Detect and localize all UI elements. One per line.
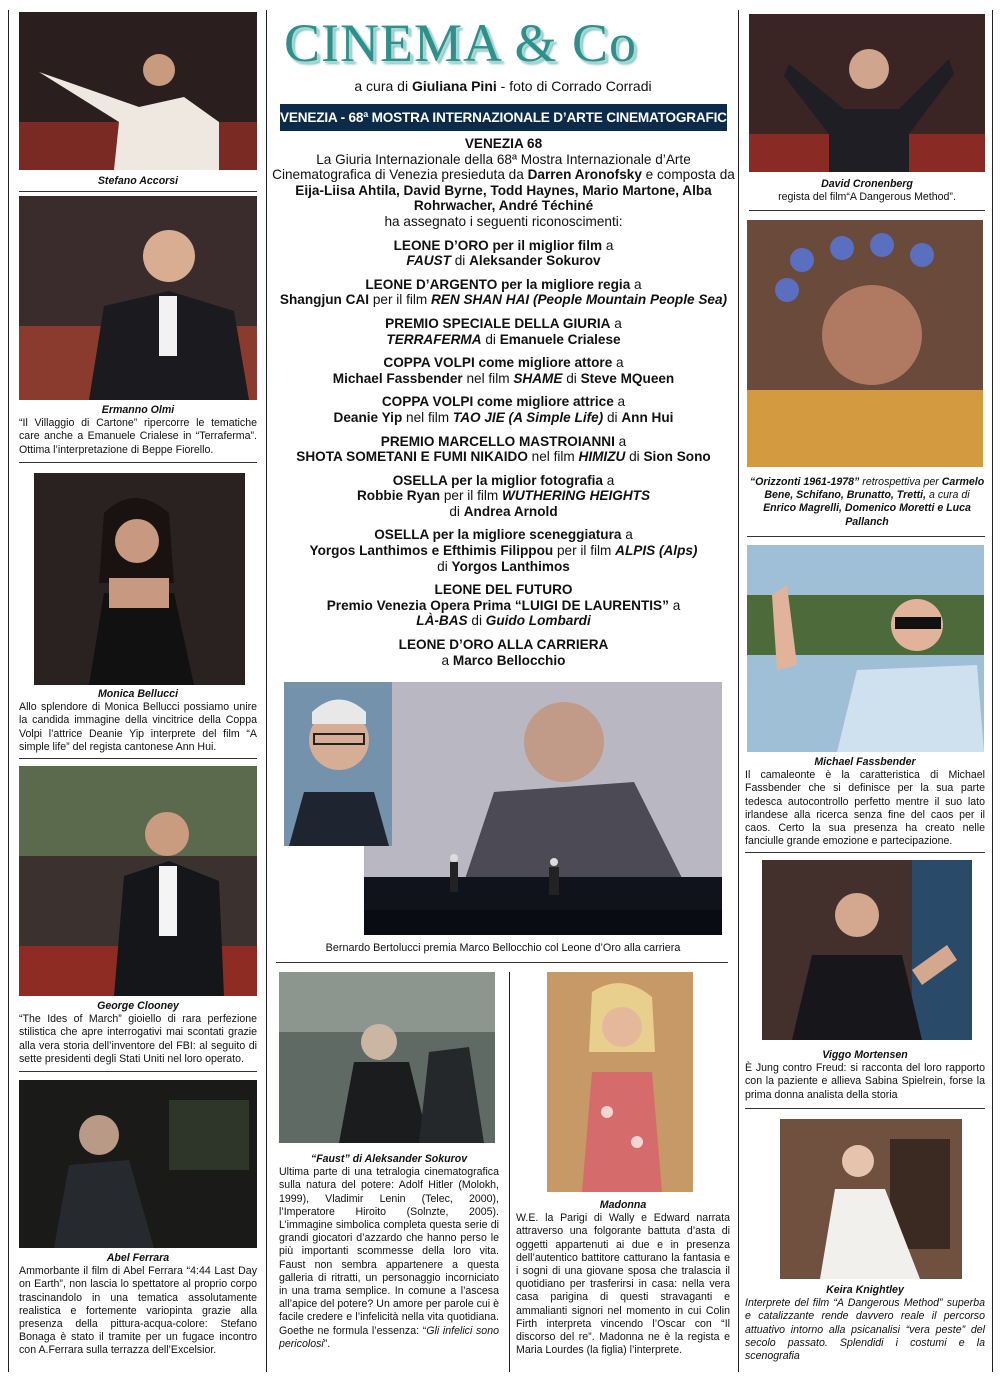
award-premio-speciale: PREMIO SPECIALE DELLA GIURIA a TERRAFERMA di Emanuele Crialese xyxy=(385,315,622,347)
divider-col2 xyxy=(738,10,739,1372)
caption-name-ferrara: Abel Ferrara xyxy=(106,1252,170,1264)
divider-col1 xyxy=(266,10,267,1372)
award-leone-oro: LEONE D’ORO per il miglior film a FAUST di Aleksander Sokurov xyxy=(393,237,614,269)
divider-right xyxy=(992,10,993,1372)
caption-name-accorsi: Stefano Accorsi xyxy=(97,175,179,187)
photo-orizzonti xyxy=(747,220,983,467)
caption-text-clooney: “The Ides of March” gioiello di rara perfezione stilistica che apre interrogativi mai scontati grazie alla vera storia dell’inventore del FBI: al seguito di sette presidenti degli Stati Uniti nel loro operato. xyxy=(19,1013,257,1065)
photo-viggo-mortensen xyxy=(762,860,972,1040)
rule xyxy=(745,852,985,853)
caption-text-ferrara: Ammorbante il film di Abel Ferrara “4:44 Last Day on Earth”, non lascia lo spettatore al proprio corpo trascinandolo in una tematica assolutamente realistica e fortemente variopinta grazie alla presenza della pittura-acqua-colore: Stefano Bonaga è stato il tramite per un fugace incontro con A.Ferrara sulla terrazza dell’Excelsior. xyxy=(19,1265,257,1357)
caption-text-bellucci: Allo splendore di Monica Bellucci possiamo unire la candida immagine della vincitrice della Coppa Volpi l’attrice Deanie Yip interprete del film “A simple life” del regista cantonese Ann Hui. xyxy=(19,701,257,753)
rule xyxy=(749,210,985,211)
intro-text: ha assegnato i seguenti riconoscimenti: xyxy=(384,213,623,229)
photo-abel-ferrara xyxy=(19,1080,257,1248)
caption-bertolucci: Bernardo Bertolucci premia Marco Bellocchio col Leone d’Oro alla carriera xyxy=(325,942,681,954)
caption-orizzonti-curators: Enrico Magrelli, Domenico Moretti e Luca Pallanch xyxy=(763,502,971,528)
caption-text-faust-end: ”. xyxy=(323,1337,331,1350)
magazine-title: CINEMA & Co xyxy=(284,13,638,73)
photo-madonna xyxy=(547,972,693,1192)
caption-name-clooney: George Clooney xyxy=(97,1000,179,1012)
award-osella-fotografia: OSELLA per la miglior fotografia a Robbie Ryan per il film WUTHERING HEIGHTS di Andrea Arnold xyxy=(356,472,651,519)
caption-text-fassbender: Il camaleonte è la caratteristica di Michael Fassbender che si definisce per la sua parte tedesca autocontrollo perfetto mentre il suo lato irlandese alla ricerca senza fine del caos per il caos. Certo la sua presenza ha creato nelle fanciulle grande emozione e partecipazione. xyxy=(745,769,985,848)
caption-name-bellucci: Monica Bellucci xyxy=(97,688,179,700)
intro-text: La Giuria Internazionale della 68ª Mostra Internazionale d’Arte Cinematografica di Venezia presieduta da xyxy=(272,151,691,183)
photo-ermanno-olmi xyxy=(19,196,257,400)
caption-name-mortensen: Viggo Mortensen xyxy=(822,1049,908,1061)
award-osella-sceneggiatura: OSELLA per la migliore sceneggiatura a Yorgos Lanthimos e Efthimis Filippou per il film ALPIS (Alps) di Yorgos Lanthimos xyxy=(309,527,698,574)
caption-text-knightley: Interprete del film “A Dangerous Method” superba e catalizzante rende davvero reale il percorso attuativo intorno alla psicanalisi “vera peste” del secolo passato. Splendidi i costumi e la scenografia xyxy=(745,1297,985,1363)
caption-text-mortensen: È Jung contro Freud: si racconta del loro rapporto con la paziente e allieva Sabina Spielrein, forse la prima donna analista della storia xyxy=(745,1062,985,1101)
caption-name-cronenberg: David Cronenberg xyxy=(821,178,913,190)
byline-author: Giuliana Pini xyxy=(411,78,497,94)
awards-block xyxy=(270,136,737,676)
caption-text-faust: Ultima parte di una tetralogia cinematografica sulla natura del potere: Adolf Hitler (Molokh, 1999), Vladimir Lenin (Telec, 2000), l’Imperatore Hiroito (Solnzte, 2005). L’immagine simbolica completa questa serie di grandi giocatori d’azzardo che hanno perso le più importanti scommesse della loro vita. Faust non sembra appartenere a questa galleria di ritratti, un personaggio incorniciato in una trama semplice. In comune a l’ascesa all’apice del potere? Un amore per parole cui è facile credere e l’infelicità nella vita quotidiana. Goethe ne formula l’essenza: “ xyxy=(279,1166,499,1337)
caption-name-madonna: Madonna xyxy=(599,1199,647,1211)
caption-name-knightley: Keira Knightley xyxy=(826,1284,904,1296)
caption-text-madonna: W.E. la Parigi di Wally e Edward narrata attraverso una folgorante battuta d’asta di oggetti appartenuti ai due e in presenza dell’autentico battitore catturano la fantasia e i sogni di una giovane sposa che tralascia il quotidiano per trasferirsi in casa: nella vera casa parigina di questi stravaganti e ammalianti signori nel momento in cui Colin Firth interpreta vincendo l’Oscar con “Il discorso del re”. Madonna ne è la regista e Maria Lourdes (la figlia) l’interprete. xyxy=(516,1212,730,1357)
award-leone-carriera: LEONE D’ORO ALLA CARRIERA a Marco Bellocchio xyxy=(398,637,609,668)
rule xyxy=(745,1108,985,1109)
caption-name-fassbender: Michael Fassbender xyxy=(814,756,916,768)
intro-paragraph xyxy=(270,136,737,230)
caption-quote-faust: Gli infelici sono pericolosi xyxy=(279,1324,499,1350)
photo-bertolucci-stage xyxy=(364,682,722,935)
photo-faust xyxy=(279,972,495,1143)
byline-prefix: a cura di xyxy=(354,78,409,94)
photo-monica-bellucci xyxy=(34,473,245,685)
intro-heading: VENEZIA 68 xyxy=(464,136,543,151)
byline xyxy=(280,78,726,94)
caption-text-cronenberg: regista del film“A Dangerous Method”. xyxy=(778,191,956,204)
caption-text-orizzonti: a cura di xyxy=(926,489,970,502)
caption-name-faust: “Faust” di Aleksander Sokurov xyxy=(310,1153,468,1165)
rule xyxy=(276,962,728,963)
rule xyxy=(19,758,257,759)
award-leone-futuro: LEONE DEL FUTURO Premio Venezia Opera Prima “LUIGI DE LAURENTIS” a LÀ-BAS di Guido Lombardi xyxy=(326,582,681,629)
divider-left xyxy=(8,10,9,1372)
photo-keira-knightley xyxy=(780,1119,962,1279)
intro-text: e composta da xyxy=(641,167,735,183)
photo-george-clooney xyxy=(19,766,257,996)
photo-david-cronenberg xyxy=(749,14,985,172)
section-banner: VENEZIA - 68ª MOSTRA INTERNAZIONALE D’ARTE CINEMATOGRAFICA xyxy=(280,104,727,131)
byline-photo: - foto di Corrado Corradi xyxy=(496,78,652,94)
jury-president: Darren Aronofsky xyxy=(527,167,642,183)
award-coppa-volpi-attore: COPPA VOLPI come migliore attore a Michael Fassbender nel film SHAME di Steve MQueen xyxy=(332,355,675,386)
jury-members: Eija-Liisa Ahtila, David Byrne, Todd Haynes, Mario Martone, Alba Rohrwacher, André Téchiné xyxy=(295,182,712,214)
divider-mid-bottom xyxy=(509,972,510,1372)
photo-marco-bellocchio xyxy=(284,682,392,846)
caption-text-olmi: “Il Villaggio di Cartone” ripercorre le tematiche care anche a Emanuele Crialese in “Terraferma”. Ottima l’interpretazione di Beppe Fiorello. xyxy=(19,417,257,456)
rule xyxy=(747,536,985,537)
rule xyxy=(19,1071,257,1072)
rule xyxy=(19,462,257,463)
rule xyxy=(19,191,257,192)
photo-michael-fassbender xyxy=(747,545,984,752)
caption-orizzonti-names: Carmelo Bene, Schifano, Brunatto, Tretti, xyxy=(764,476,985,502)
award-coppa-volpi-attrice: COPPA VOLPI come migliore attrice a Deanie Yip nel film TAO JIE (A Simple Life) di Ann Hui xyxy=(333,394,674,425)
caption-name-olmi: Ermanno Olmi xyxy=(101,404,175,416)
award-leone-argento: LEONE D’ARGENTO per la migliore regia a Shangjun CAI per il film REN SHAN HAI (People Mountain People Sea) xyxy=(279,276,728,308)
award-mastroianni: PREMIO MARCELLO MASTROIANNI a SHOTA SOMETANI E FUMI NIKAIDO nel film HIMIZU di Sion Sono xyxy=(296,433,711,465)
caption-orizzonti-title: “Orizzonti 1961-1978” xyxy=(749,476,860,488)
caption-text-orizzonti: retrospettiva per xyxy=(859,476,942,488)
photo-stefano-accorsi xyxy=(19,12,257,170)
